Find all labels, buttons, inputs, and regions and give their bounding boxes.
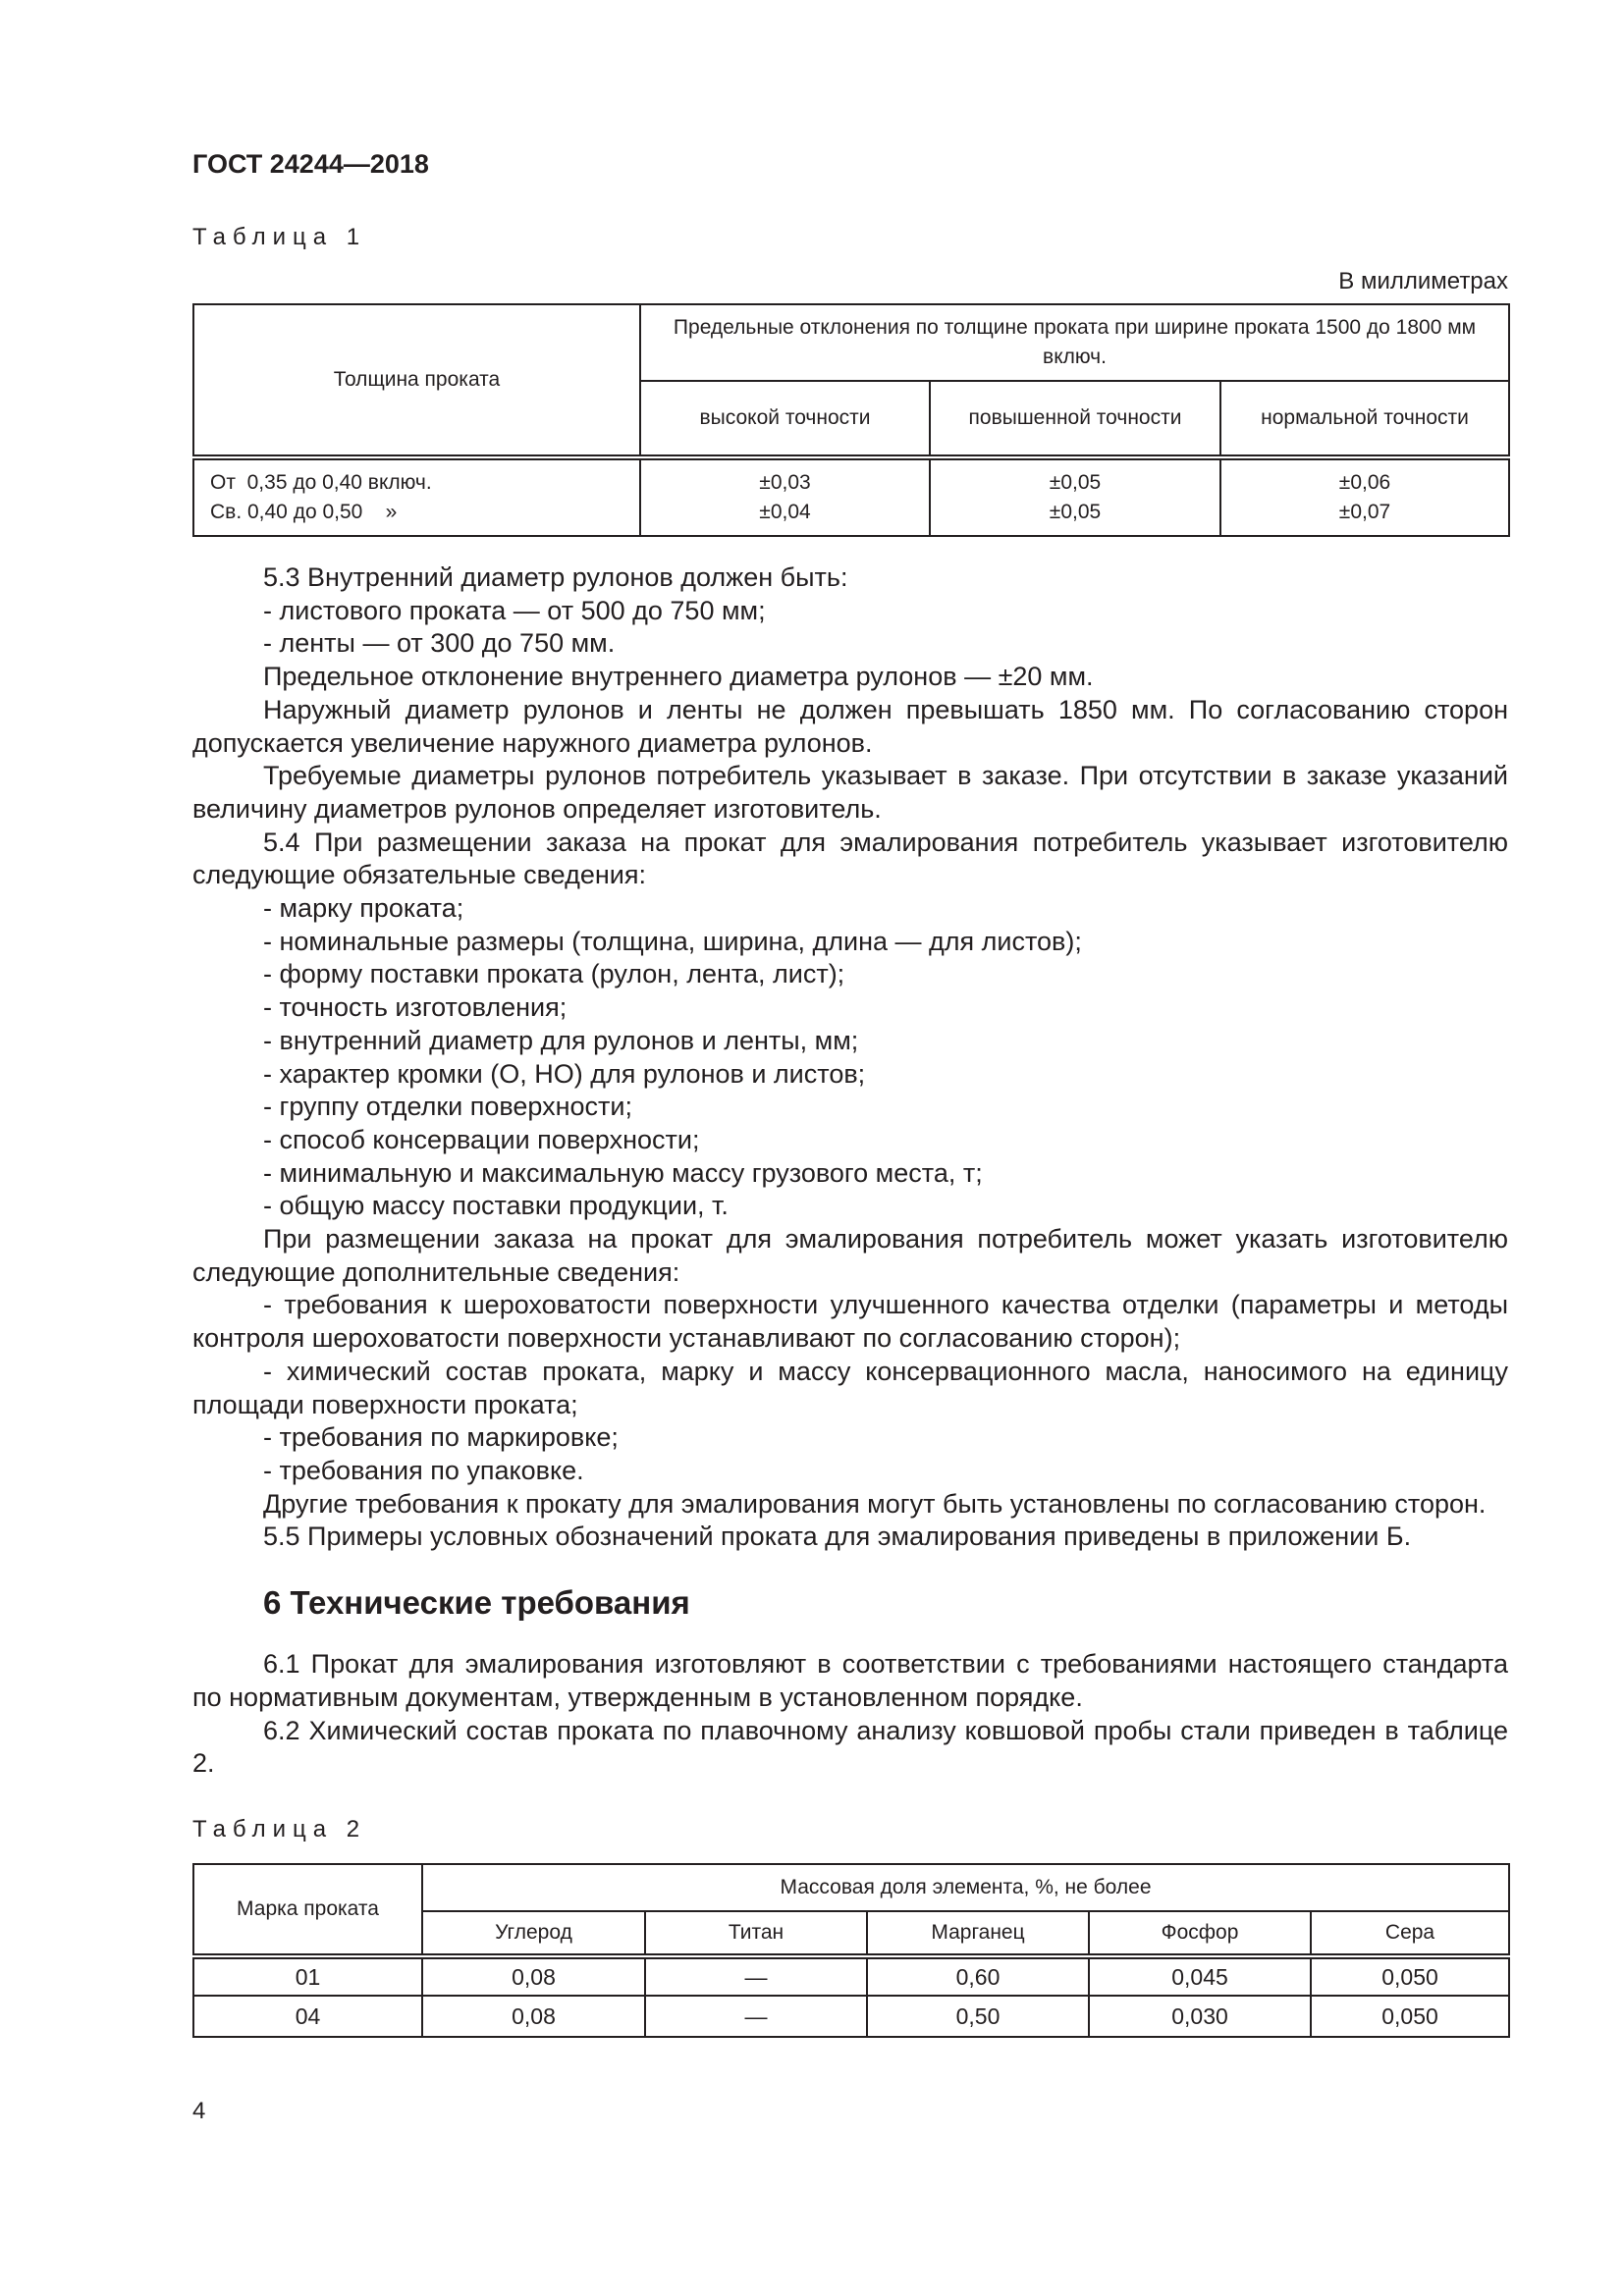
table2-value: 0,60 [867,1956,1089,1996]
list-item: - внутренний диаметр для рулонов и ленты, мм; [263,1025,859,1055]
list-item: - требования по маркировке; [263,1422,619,1453]
table2-header-grade: Марка проката [193,1864,422,1956]
table1-range: Св. 0,40 до 0,50 » [210,501,398,523]
paragraph: Предельное отклонение внутреннего диаметра рулонов — ±20 мм. [263,662,1094,692]
list-item: - требования по упаковке. [263,1455,584,1485]
document-header: ГОСТ 24244—2018 [192,149,429,179]
table2-header-element: Титан [645,1911,867,1956]
table2-header-element: Сера [1311,1911,1509,1956]
table1-range: От 0,35 до 0,40 включ. [210,471,432,494]
table2-value: 0,050 [1311,1956,1509,1996]
table1-value: ±0,07 [1338,501,1391,523]
list-item: - форму поставки проката (рулон, лента, лист); [263,959,845,989]
clause-5-4: 5.4 При размещении заказа на прокат для эмалирования потребитель указывает изготовителю следующие обязательные сведения: [192,827,1508,890]
list-item: - номинальные размеры (толщина, ширина, длина — для листов); [263,926,1082,956]
table-row [193,1956,1509,1996]
table1-units: В миллиметрах [1338,268,1508,294]
table1-header-thickness: Толщина проката [193,304,640,457]
table1-header-tolerances: Предельные отклонения по толщине проката при ширине проката 1500 до 1800 мм включ. [640,304,1509,381]
list-item: - химический состав проката, марку и массу консервационного масла, наносимого на единицу площади поверхности проката; [192,1356,1508,1419]
table-row [193,1996,1509,2037]
paragraph: При размещении заказа на прокат для эмалирования потребитель может указать изготовителю следующие дополнительные сведения: [192,1224,1508,1287]
list-item: - характер кромки (О, НО) для рулонов и листов; [263,1058,866,1089]
table2-header-element: Углерод [422,1911,645,1956]
section-heading-6: 6 Технические требования [263,1584,690,1622]
table2-header-mass-fraction: Массовая доля элемента, %, не более [422,1864,1509,1911]
paragraph: Требуемые диаметры рулонов потребитель указывает в заказе. При отсутствии в заказе указаний величину диаметров рулонов определяет изготовитель. [192,761,1508,824]
table1-header-normal-accuracy: нормальной точности [1220,381,1509,457]
table1-value: ±0,05 [1049,471,1102,494]
list-item: - марку проката; [263,893,464,924]
table1-thickness-ranges [193,457,640,536]
list-item: - требования к шероховатости поверхности улучшенного качества отделки (параметры и методы контроля шероховатости поверхности устанавливают по согласованию сторон); [192,1290,1508,1354]
list-item: - способ консервации поверхности; [263,1124,700,1154]
table1-normal-values [1220,457,1509,536]
table2-value: 0,050 [1311,1996,1509,2037]
list-item: - листового проката — от 500 до 750 мм; [263,595,766,625]
table2-value: 0,08 [422,1956,645,1996]
table2-grade: 04 [193,1996,422,2037]
table2-header-element: Марганец [867,1911,1089,1956]
table2-grade: 01 [193,1956,422,1996]
table1-row [193,457,1509,536]
list-item: - ленты — от 300 до 750 мм. [263,628,616,659]
table1-value: ±0,05 [1049,501,1102,523]
table1-value: ±0,06 [1338,471,1391,494]
table2-caption: Таблица 2 [192,1816,367,1842]
paragraph: Другие требования к прокату для эмалирования могут быть установлены по согласованию сторон. [263,1488,1487,1519]
table2-value: 0,50 [867,1996,1089,2037]
table1 [192,303,1510,537]
list-item: - группу отделки поверхности; [263,1092,632,1122]
table2-value: 0,030 [1089,1996,1311,2037]
clause-6-1: 6.1 Прокат для эмалирования изготовляют в соответствии с требованиями настоящего стандарта по нормативным документам, утвержденным в установленном порядке. [192,1649,1508,1712]
table2-value: 0,045 [1089,1956,1311,1996]
page-number: 4 [192,2098,206,2124]
clause-5-3: 5.3 Внутренний диаметр рулонов должен быть: [263,562,848,592]
table1-caption: Таблица 1 [192,224,367,250]
table1-value: ±0,03 [759,471,811,494]
list-item: - точность изготовления; [263,992,568,1023]
list-item: - минимальную и максимальную массу грузового места, т; [263,1157,983,1188]
table1-high-values [640,457,930,536]
table2-value: — [645,1956,867,1996]
table2-header-element: Фосфор [1089,1911,1311,1956]
table2-value: — [645,1996,867,2037]
table1-value: ±0,04 [759,501,811,523]
table1-header-high-accuracy: высокой точности [640,381,930,457]
table2-value: 0,08 [422,1996,645,2037]
clause-6-2: 6.2 Химический состав проката по плавочному анализу ковшовой пробы стали приведен в таблице 2. [192,1715,1508,1779]
table2 [192,1863,1510,2038]
body-text [192,561,1508,1781]
paragraph: Наружный диаметр рулонов и ленты не должен превышать 1850 мм. По согласованию сторон допускается увеличение наружного диаметра рулонов. [192,694,1508,758]
clause-5-5: 5.5 Примеры условных обозначений проката для эмалирования приведены в приложении Б. [263,1522,1412,1552]
table1-increased-values [930,457,1220,536]
table1-header-increased-accuracy: повышенной точности [930,381,1220,457]
list-item: - общую массу поставки продукции, т. [263,1191,729,1221]
